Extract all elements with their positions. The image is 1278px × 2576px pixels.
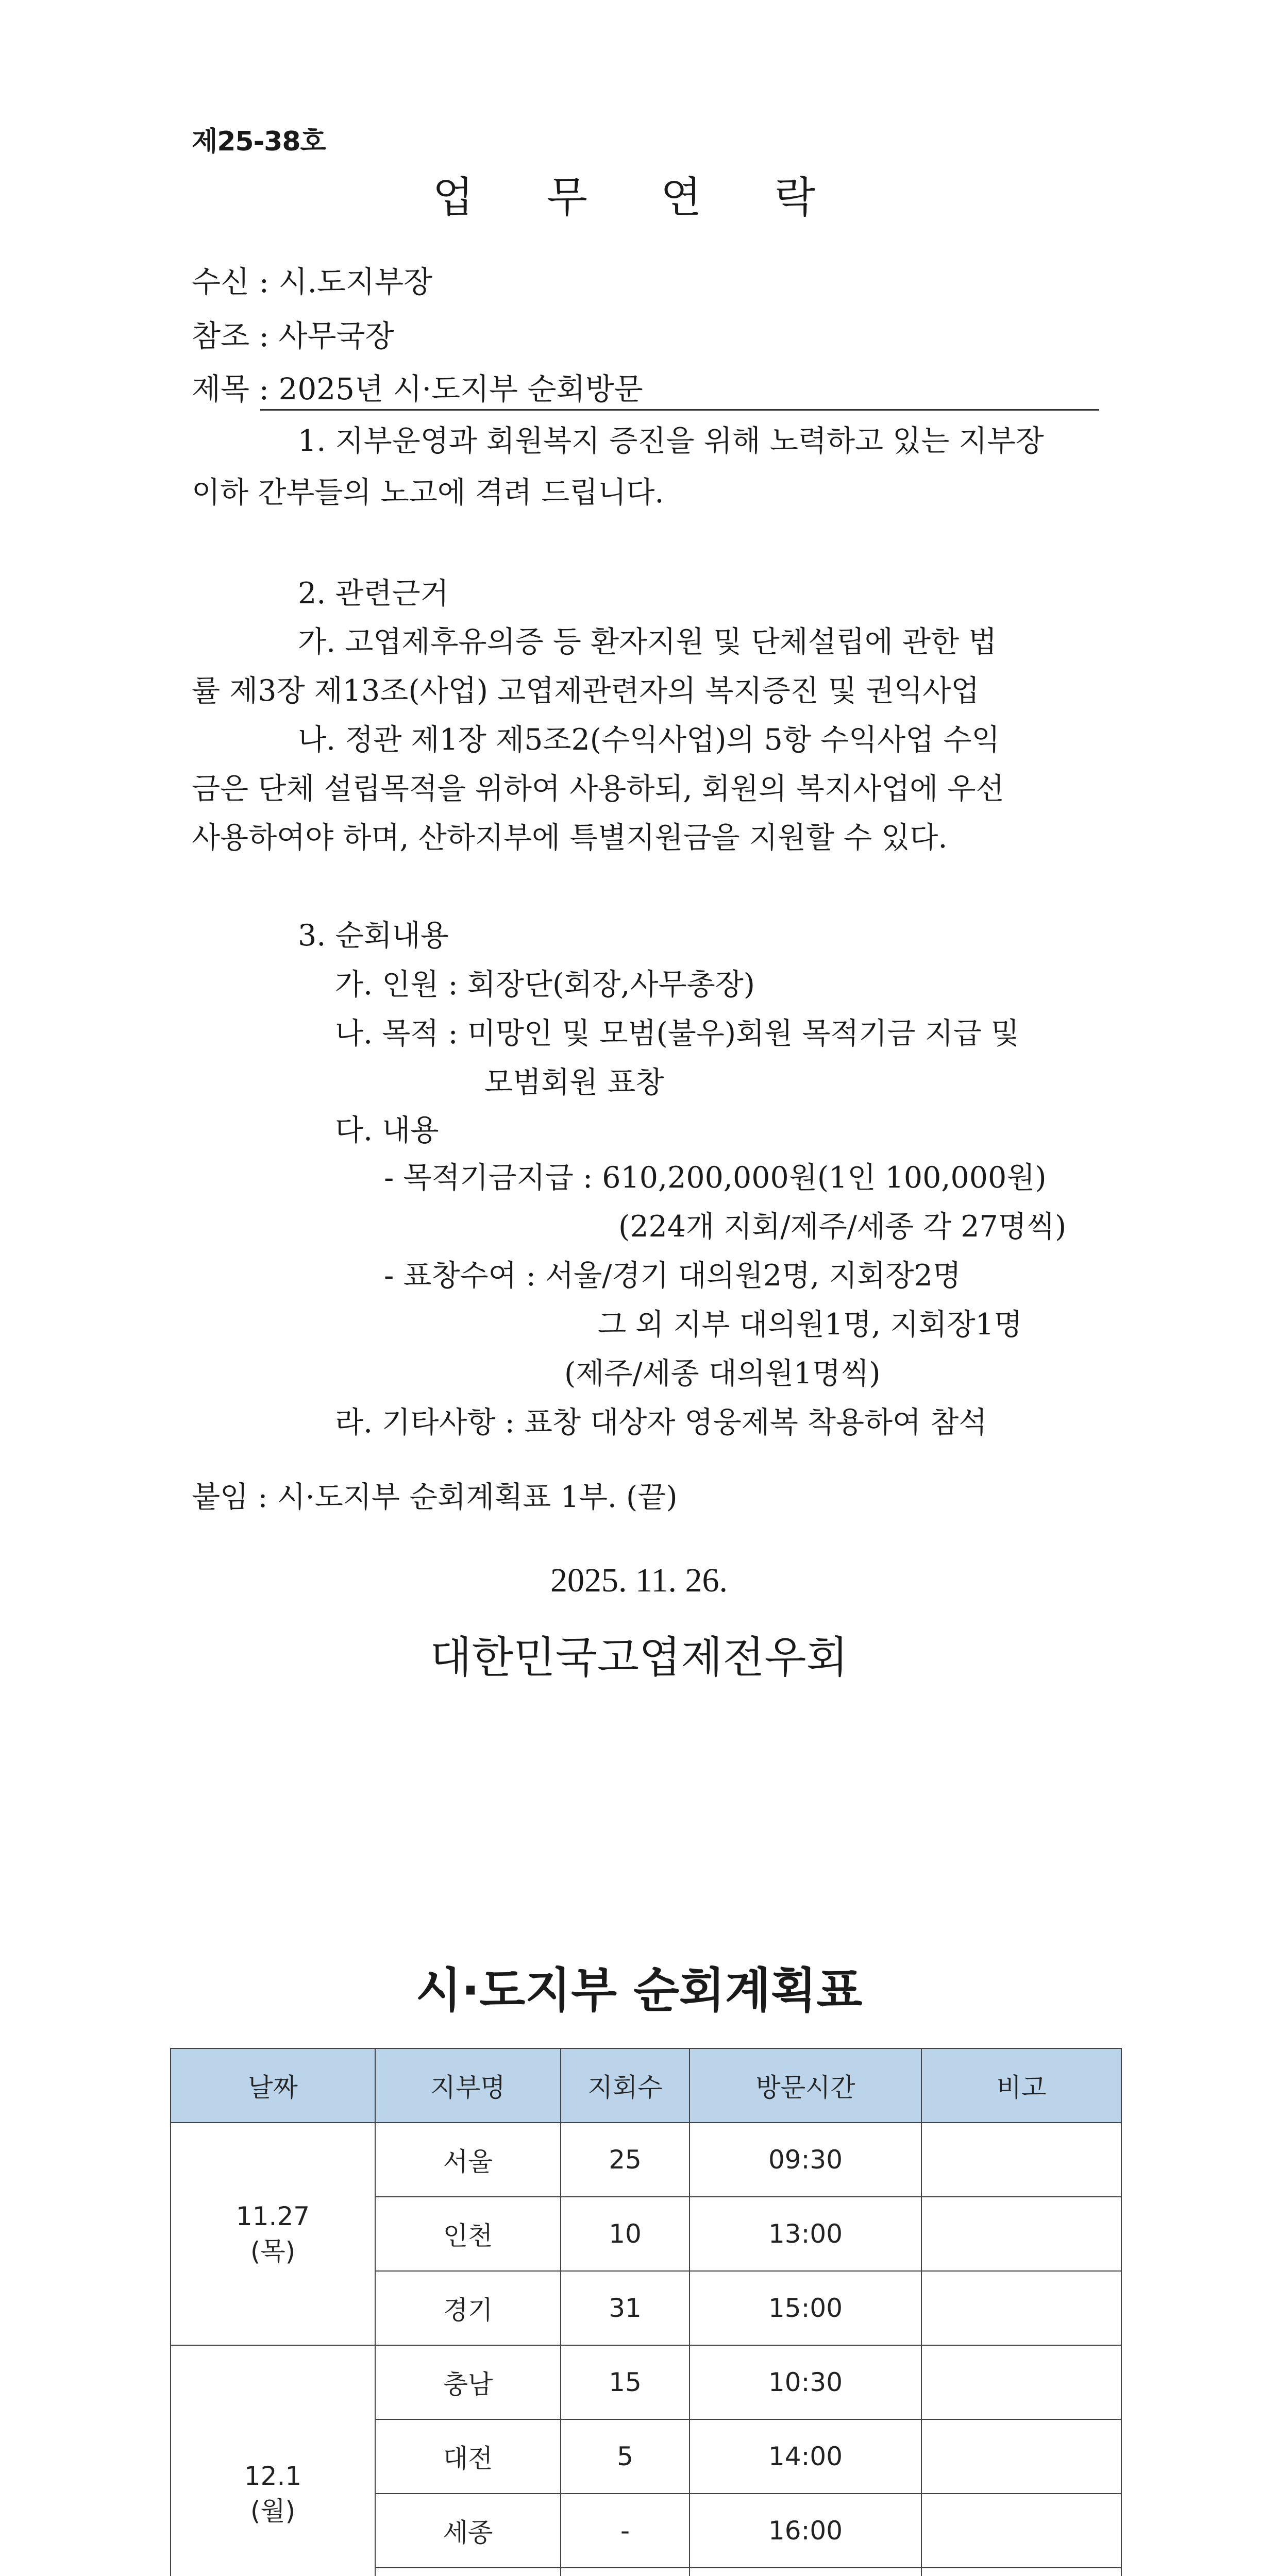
time-cell: 10:30 — [690, 2345, 921, 2419]
document-date: 2025. 11. 26. — [550, 1562, 728, 1599]
award-line1: - 표창수여 : 서울/경기 대의원2명, 지회장2명 — [384, 1259, 961, 1293]
time-cell — [690, 2568, 921, 2576]
branch-cell: 인천 — [375, 2197, 561, 2271]
branch-cell: 서울 — [375, 2123, 561, 2197]
table-row — [171, 2345, 1121, 2419]
table-row — [171, 2123, 1121, 2197]
para3-na-line2: 모범회원 표창 — [484, 1065, 664, 1099]
note-cell — [921, 2345, 1121, 2419]
date-cell: 12.1 (월) — [171, 2345, 375, 2576]
count-cell: - — [561, 2494, 690, 2568]
para2-na-line1: 나. 정관 제1장 제5조2(수익사업)의 5항 수익사업 수익 — [298, 723, 1000, 757]
para3-ra: 라. 기타사항 : 표창 대상자 영웅제복 착용하여 참석 — [335, 1405, 987, 1439]
branch-cell: 세종 — [375, 2494, 561, 2568]
note-cell — [921, 2494, 1121, 2568]
para2-na-line2: 금은 단체 설립목적을 위하여 사용하되, 회원의 복지사업에 우선 — [192, 772, 1004, 806]
note-cell — [921, 2419, 1121, 2494]
col-header-note: 비고 — [921, 2048, 1121, 2123]
para1-line2: 이하 간부들의 노고에 격려 드립니다. — [192, 476, 664, 510]
para2-na-line3: 사용하여야 하며, 산하지부에 특별지원금을 지원할 수 있다. — [192, 821, 948, 855]
time-cell: 14:00 — [690, 2419, 921, 2494]
count-cell: 10 — [561, 2197, 690, 2271]
note-cell — [921, 2197, 1121, 2271]
reference-line: 참조 : 사무국장 — [192, 318, 394, 353]
branch-cell: 충남 — [375, 2345, 561, 2419]
document-title: 업 무 연 락 — [432, 173, 846, 222]
count-cell: 5 — [561, 2419, 690, 2494]
para2-ga-line2: 률 제3장 제13조(사업) 고엽제관련자의 복지증진 및 권익사업 — [192, 674, 980, 708]
header-divider — [260, 409, 1099, 411]
attachment-line: 붙임 : 시·도지부 순회계획표 1부. (끝) — [192, 1480, 678, 1514]
schedule-title: 시·도지부 순회계획표 — [415, 1963, 863, 2018]
fund-line1: - 목적기금지급 : 610,200,000원(1인 100,000원) — [384, 1161, 1047, 1195]
col-header-count: 지회수 — [561, 2048, 690, 2123]
branch-cell: 경기 — [375, 2271, 561, 2345]
document-number: 제25-38호 — [192, 126, 326, 157]
para3-da: 다. 내용 — [335, 1113, 439, 1147]
organization-name: 대한민국고엽제전우회 — [430, 1632, 848, 1683]
recipient-line: 수신 : 시.도지부장 — [192, 264, 433, 299]
para3-heading: 3. 순회내용 — [298, 919, 449, 953]
col-header-date: 날짜 — [171, 2048, 375, 2123]
note-cell — [921, 2123, 1121, 2197]
time-cell: 16:00 — [690, 2494, 921, 2568]
para3-na-line1: 나. 목적 : 미망인 및 모범(불우)회원 목적기금 지급 및 — [335, 1016, 1019, 1050]
award-line2: 그 외 지부 대의원1명, 지회장1명 — [598, 1308, 1022, 1342]
branch-cell — [375, 2568, 561, 2576]
para1-line1: 1. 지부운영과 회원복지 증진을 위해 노력하고 있는 지부장 — [298, 424, 1044, 458]
schedule-table — [170, 2048, 1122, 2576]
time-cell: 09:30 — [690, 2123, 921, 2197]
para2-ga-line1: 가. 고엽제후유의증 등 환자지원 및 단체설립에 관한 법 — [298, 625, 997, 659]
col-header-branch: 지부명 — [375, 2048, 561, 2123]
award-line3: (제주/세종 대의원1명씩) — [564, 1357, 881, 1391]
note-cell — [921, 2271, 1121, 2345]
note-cell — [921, 2568, 1121, 2576]
subject-line: 제목 : 2025년 시·도지부 순회방문 — [192, 371, 643, 406]
date-cell: 11.27 (목) — [171, 2123, 375, 2345]
count-cell: 31 — [561, 2271, 690, 2345]
count-cell: 15 — [561, 2345, 690, 2419]
time-cell: 13:00 — [690, 2197, 921, 2271]
fund-line2: (224개 지회/제주/세종 각 27명씩) — [618, 1210, 1067, 1244]
count-cell: 25 — [561, 2123, 690, 2197]
para3-ga: 가. 인원 : 회장단(회장,사무총장) — [335, 968, 755, 1002]
para2-heading: 2. 관련근거 — [298, 577, 449, 611]
branch-cell: 대전 — [375, 2419, 561, 2494]
count-cell — [561, 2568, 690, 2576]
time-cell: 15:00 — [690, 2271, 921, 2345]
col-header-time: 방문시간 — [690, 2048, 921, 2123]
table-header-row — [171, 2048, 1121, 2123]
